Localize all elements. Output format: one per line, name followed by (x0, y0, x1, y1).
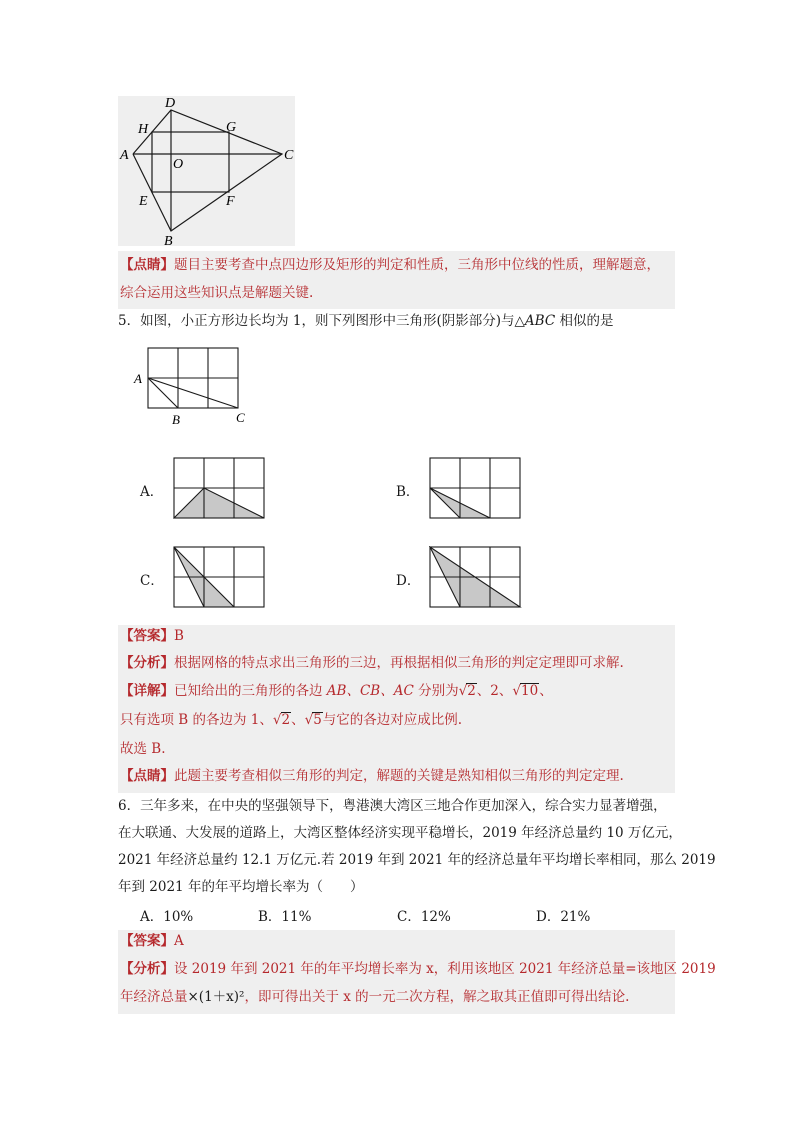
q5-detail-line1: 【详解】已知给出的三角形的各边 AB、CB、AC 分别为√2、2、√10、 (120, 683, 553, 699)
q6-answer-line (120, 932, 184, 950)
q5-conclusion: 故选 B. (120, 741, 166, 757)
quadrilateral-figure (118, 96, 298, 248)
label-A: A (120, 148, 129, 163)
q5-analysis-tag: 【分析】 (120, 655, 174, 671)
q5-detail-tag: 【详解】 (120, 683, 174, 699)
q5-detail-end: 、 (539, 683, 553, 699)
q6-option-c[interactable]: C．12% (397, 909, 451, 925)
q6-analysis2-suffix: ，即可得出关于 x 的一元二次方程，解之取其正值即可得出结论. (244, 989, 630, 1005)
q5-line2-sqrt5: 5 (313, 712, 322, 728)
q5-label-C: C (236, 410, 245, 425)
q5-detail-line2: 只有选项 B 的各边为 1、√2、√5与它的各边对应成比例. (120, 712, 463, 728)
label-D: D (165, 96, 176, 111)
q6-answer-tag: 【答案】 (120, 933, 174, 949)
q5-stem-prefix: 5．如图，小正方形边长均为 1，则下列图形中三角形(阴影部分)与 (118, 313, 515, 329)
q5-analysis: 根据网格的特点求出三角形的三边，再根据相似三角形的判定定理即可求解. (174, 655, 624, 671)
q5-label-A: A (134, 371, 142, 386)
q5-option-d-label[interactable]: D． (396, 573, 421, 589)
q5-stem-abc: ABC (524, 313, 556, 329)
q5-label-B: B (172, 412, 180, 427)
q6-option-b[interactable]: B．11% (258, 909, 312, 925)
q6-analysis-line1 (120, 960, 716, 978)
q6-line2: 在大联通、大发展的道路上，大湾区整体经济实现平稳增长，2019 年经济总量约 10 万亿元， (118, 825, 682, 841)
label-C: C (284, 148, 294, 163)
q6-option-d[interactable]: D．21% (536, 909, 591, 925)
q5-detail-sqrt2: 2 (467, 683, 476, 699)
q6-analysis1: 设 2019 年到 2021 年的年平均增长率为 x，利用该地区 2021 年经济总量=该地区 2019 (174, 961, 716, 977)
q5-detail-sqrt10: 10 (521, 683, 539, 699)
q5-option-d-figure[interactable] (429, 546, 522, 609)
q5-detail-sep1: 、2、 (476, 683, 513, 699)
label-F: F (226, 194, 235, 209)
q5-stem (118, 312, 613, 330)
q5-answer: B (174, 628, 184, 644)
q5-detail-sides: AB、CB、AC (326, 683, 414, 699)
q5-line2-suffix: 与它的各边对应成比例. (322, 712, 463, 728)
q6-analysis-tag: 【分析】 (120, 961, 174, 977)
q6-option-a[interactable]: A．10% (140, 909, 194, 925)
q6-answer: A (174, 933, 184, 949)
label-O: O (173, 157, 184, 172)
q5-triangle-symbol: △ (514, 313, 525, 329)
dianjing1-line2: 综合运用这些知识点是解题关键. (120, 285, 314, 301)
dianjing1-line1 (120, 256, 660, 274)
q5-option-a-label[interactable]: A． (140, 484, 164, 500)
q5-answer-line (120, 627, 184, 645)
q5-option-b-figure[interactable] (429, 457, 522, 520)
dianjing1-tag: 【点睛】 (120, 257, 174, 273)
q6-line1: 6．三年多来，在中央的坚强领导下，粤港澳大湾区三地合作更加深入，综合实力显著增强， (118, 798, 667, 814)
q5-line2-sqrt2: 2 (281, 712, 291, 728)
q5-option-c-figure[interactable] (173, 546, 266, 609)
q5-line2-prefix: 只有选项 B 的各边为 1、 (120, 712, 273, 728)
label-B: B (164, 234, 173, 248)
q6-line3: 2021 年经济总量约 12.1 万亿元.若 2019 年到 2021 年的经济总量年平均增长率相同，那么 2019 (118, 852, 716, 868)
label-H: H (138, 122, 149, 137)
q5-line2-sep: 、 (291, 712, 305, 728)
q5-stem-suffix: 相似的是 (555, 313, 614, 329)
q5-detail-prefix: 已知给出的三角形的各边 (174, 683, 327, 699)
q5-dianjing: 此题主要考查相似三角形的判定，解题的关键是熟知相似三角形的判定定理. (174, 768, 624, 784)
q6-line4: 年到 2021 年的年平均增长率为（ ） (118, 879, 364, 895)
q5-option-b-label[interactable]: B． (396, 484, 420, 500)
q5-option-a-figure[interactable] (173, 457, 266, 520)
q5-dianjing-line (120, 767, 624, 785)
q5-analysis-line (120, 654, 624, 672)
label-G: G (226, 120, 237, 135)
q5-dianjing-tag: 【点睛】 (120, 768, 174, 784)
q5-grid-figure (130, 345, 260, 430)
q6-analysis-line2 (120, 988, 629, 1006)
label-E: E (139, 194, 148, 209)
q5-answer-tag: 【答案】 (120, 628, 174, 644)
q6-analysis-formula: ×(1＋x)² (187, 989, 245, 1005)
dianjing1-text1: 题目主要考查中点四边形及矩形的判定和性质，三角形中位线的性质，理解题意， (174, 257, 660, 273)
q6-analysis2-prefix: 年经济总量 (120, 989, 188, 1005)
q5-detail-mid: 分别为 (413, 683, 459, 699)
q5-option-c-label[interactable]: C． (140, 573, 164, 589)
